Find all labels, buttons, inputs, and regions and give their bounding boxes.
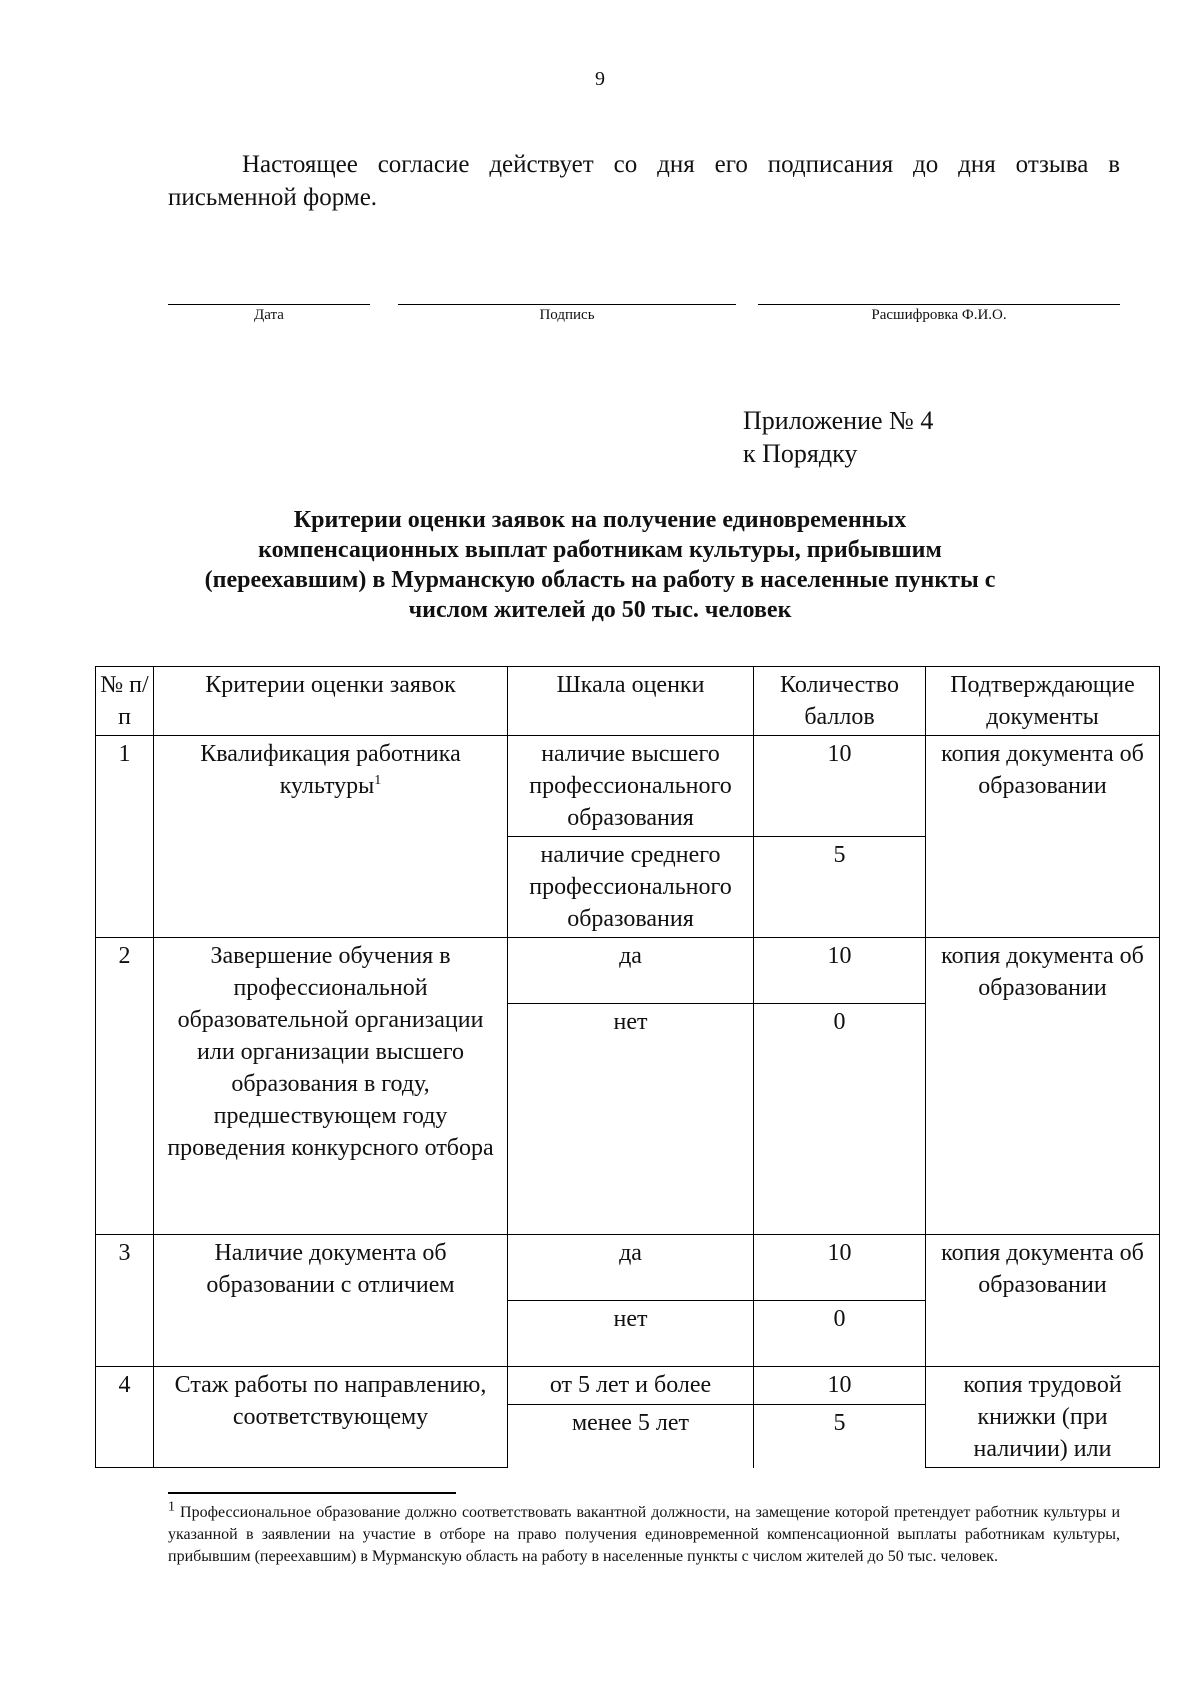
criteria-table (95, 666, 1160, 1468)
footnote-mark: 1 (168, 1499, 175, 1515)
footnote-ref: 1 (374, 773, 382, 788)
criteria-title-line-3: (переехавшим) в Мурманскую область на работу в населенные пункты с (204, 567, 996, 593)
scale-cell: да (508, 1235, 754, 1301)
consent-paragraph (168, 148, 1120, 214)
documents-cell: копия документа об образовании (926, 938, 1160, 1235)
header-scale: Шкала оценки (508, 667, 754, 736)
scale-cell: от 5 лет и более (508, 1367, 754, 1405)
criteria-title-line-4: числом жителей до 50 тыс. человек (408, 597, 792, 623)
points-cell: 0 (754, 1004, 926, 1235)
header-points: Количество баллов (754, 667, 926, 736)
row-number: 1 (96, 736, 154, 938)
row-criterion: Наличие документа об образовании с отличием (154, 1235, 508, 1367)
criteria-title-line-1: Критерии оценки заявок на получение единовременных (293, 507, 907, 533)
signature-line (398, 304, 736, 305)
points-cell: 5 (754, 837, 926, 938)
points-cell: 10 (754, 736, 926, 837)
appendix-line-2: к Порядку (743, 439, 858, 468)
table-row (96, 938, 1160, 1004)
points-cell: 0 (754, 1301, 926, 1367)
points-cell: 10 (754, 1367, 926, 1405)
scale-cell: нет (508, 1301, 754, 1367)
header-documents: Подтверждающие документы (926, 667, 1160, 736)
row-number: 3 (96, 1235, 154, 1367)
footnote (168, 1499, 1121, 1568)
scale-cell: нет (508, 1004, 754, 1235)
scale-cell: менее 5 лет (508, 1404, 754, 1467)
row-criterion (154, 736, 508, 938)
appendix-line-1: Приложение № 4 (743, 406, 934, 435)
points-cell: 5 (754, 1404, 926, 1467)
row-criterion: Завершение обучения в профессиональной образовательной организации или организации высшего образования в году, предшествующем году проведения конкурсного отбора (154, 938, 508, 1235)
criteria-title-line-2: компенсационных выплат работникам культуры, прибывшим (258, 537, 942, 563)
points-cell: 10 (754, 1235, 926, 1301)
table-row (96, 1235, 1160, 1301)
row-criterion: Стаж работы по направлению, соответствующему (154, 1367, 508, 1468)
footnote-text: Профессиональное образование должно соответствовать вакантной должности, на замещение которой претендует работник культуры и указанной в заявлении на участие в отборе на право получения единовременной компенсационной выплаты работникам культуры, прибывшим (переехавшим) в Мурманскую область на работу в населенные пункты с числом жителей до 50 тыс. человек. (168, 1504, 1121, 1565)
page-number: 9 (595, 68, 605, 90)
documents-cell: копия документа об образовании (926, 736, 1160, 938)
consent-line-1: Настоящее согласие действует со дня его подписания до дня отзыва в (242, 151, 1120, 178)
criterion-text: Квалификация работника культуры (200, 741, 461, 799)
row-number: 2 (96, 938, 154, 1235)
date-line (168, 304, 370, 305)
name-label: Расшифровка Ф.И.О. (871, 307, 1007, 323)
documents-cell: копия трудовой книжки (при наличии) или (926, 1367, 1160, 1468)
table-header-row (96, 667, 1160, 736)
table-row (96, 736, 1160, 837)
footnote-rule (168, 1492, 456, 1494)
points-cell: 10 (754, 938, 926, 1004)
name-line (758, 304, 1120, 305)
table-row (96, 1367, 1160, 1405)
consent-line-2: письменной форме. (168, 184, 378, 211)
header-criteria: Критерии оценки заявок (154, 667, 508, 736)
header-number: № п/п (96, 667, 154, 736)
scale-cell: наличие среднего профессионального образования (508, 837, 754, 938)
scale-cell: да (508, 938, 754, 1004)
row-number: 4 (96, 1367, 154, 1468)
signature-label: Подпись (539, 307, 595, 323)
criteria-title (110, 505, 1090, 625)
scale-cell: наличие высшего профессионального образования (508, 736, 754, 837)
documents-cell: копия документа об образовании (926, 1235, 1160, 1367)
appendix-heading (743, 404, 933, 470)
date-label: Дата (254, 307, 284, 323)
